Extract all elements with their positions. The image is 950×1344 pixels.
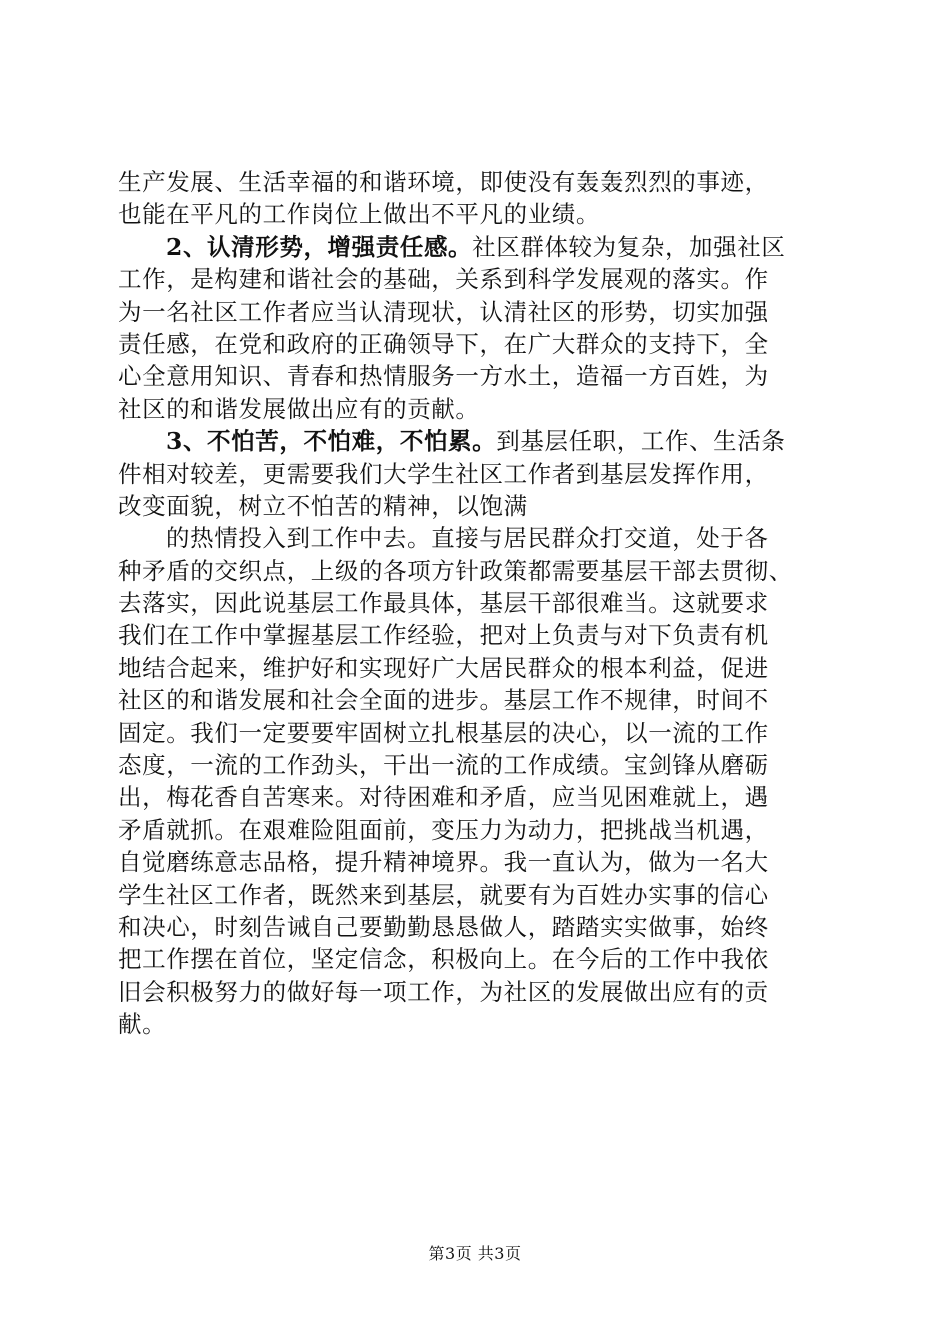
page-footer: 第3页 共3页 (428, 1244, 522, 1263)
text-line (118, 652, 834, 684)
line-text: 把工作摆在首位，坚定信念，积极向上。在今后的工作中我依 (118, 945, 769, 974)
text-line (118, 458, 834, 490)
line-text: 件相对较差，更需要我们大学生社区工作者到基层发挥作用， (118, 459, 769, 488)
line-text: 的热情投入到工作中去。直接与居民群众打交道，处于各 (166, 524, 769, 553)
line-text: 学生社区工作者，既然来到基层，就要有为百姓办实事的信心 (118, 880, 769, 909)
text-line (118, 263, 834, 295)
line-text: 到基层任职，工作、生活条 (496, 427, 786, 456)
line-text: 社区的和谐发展做出应有的贡献。 (118, 394, 480, 423)
line-text: 社区的和谐发展和社会全面的进步。基层工作不规律，时间不 (118, 686, 769, 715)
text-line (118, 684, 834, 716)
text-line (118, 781, 834, 813)
line-text: 献。 (118, 1010, 167, 1039)
text-line (118, 198, 834, 230)
line-text: 矛盾就抓。在艰难险阻面前，变压力为动力，把挑战当机遇， (118, 815, 769, 844)
line-text: 改变面貌，树立不怕苦的精神，以饱满 (118, 491, 528, 520)
line-text: 固定。我们一定要要牢固树立扎根基层的决心，以一流的工作 (118, 718, 769, 747)
line-text: 工作，是构建和谐社会的基础，关系到科学发展观的落实。作 (118, 265, 769, 294)
line-text: 社区群体较为复杂，加强社区 (472, 232, 786, 261)
text-line (118, 393, 834, 425)
line-text: 和决心，时刻告诫自己要勤勤恳恳做人，踏踏实实做事，始终 (118, 912, 769, 941)
text-line (118, 943, 834, 975)
line-text: 我们在工作中掌握基层工作经验，把对上负责与对下负责有机 (118, 621, 769, 650)
text-line (118, 328, 834, 360)
text-line (118, 1008, 834, 1040)
text-line (118, 522, 834, 554)
text-line (118, 425, 834, 457)
text-line (118, 231, 834, 263)
text-line (118, 490, 834, 522)
line-text: 自觉磨练意志品格，提升精神境界。我一直认为，做为一名大 (118, 848, 769, 877)
line-text: 去落实，因此说基层工作最具体，基层干部很难当。这就要求 (118, 589, 769, 618)
text-line (118, 879, 834, 911)
line-text: 生产发展、生活幸福的和谐环境，即使没有轰轰烈烈的事迹， (118, 168, 769, 196)
line-text: 地结合起来，维护好和实现好广大居民群众的根本利益，促进 (118, 653, 769, 682)
text-line (118, 619, 834, 651)
text-line (118, 814, 834, 846)
text-line (118, 976, 834, 1008)
text-line (118, 749, 834, 781)
line-text: 为一名社区工作者应当认清现状，认清社区的形势，切实加强 (118, 297, 769, 326)
line-text: 态度，一流的工作劲头，干出一流的工作成绩。宝剑锋从磨砺 (118, 751, 769, 780)
text-line (118, 717, 834, 749)
bold-heading: 3、不怕苦，不怕难，不怕累。 (166, 427, 497, 456)
document-body (118, 166, 834, 1041)
text-line (118, 555, 834, 587)
line-text: 种矛盾的交织点，上级的各项方针政策都需要基层干部去贯彻、 (118, 556, 793, 585)
line-text: 心全意用知识、青春和热情服务一方水土，造福一方百姓，为 (118, 362, 769, 391)
line-text: 责任感，在党和政府的正确领导下，在广大群众的支持下，全 (118, 329, 769, 358)
text-line (118, 846, 834, 878)
text-line (118, 587, 834, 619)
bold-heading: 2、认清形势，增强责任感。 (166, 232, 473, 261)
line-text: 出，梅花香自苦寒来。对待困难和矛盾，应当见困难就上，遇 (118, 783, 769, 812)
text-line (118, 911, 834, 943)
line-text: 旧会积极努力的做好每一项工作，为社区的发展做出应有的贡 (118, 977, 769, 1006)
line-text: 也能在平凡的工作岗位上做出不平凡的业绩。 (118, 200, 600, 229)
text-line (118, 360, 834, 392)
text-line (118, 166, 834, 198)
text-line (118, 296, 834, 328)
